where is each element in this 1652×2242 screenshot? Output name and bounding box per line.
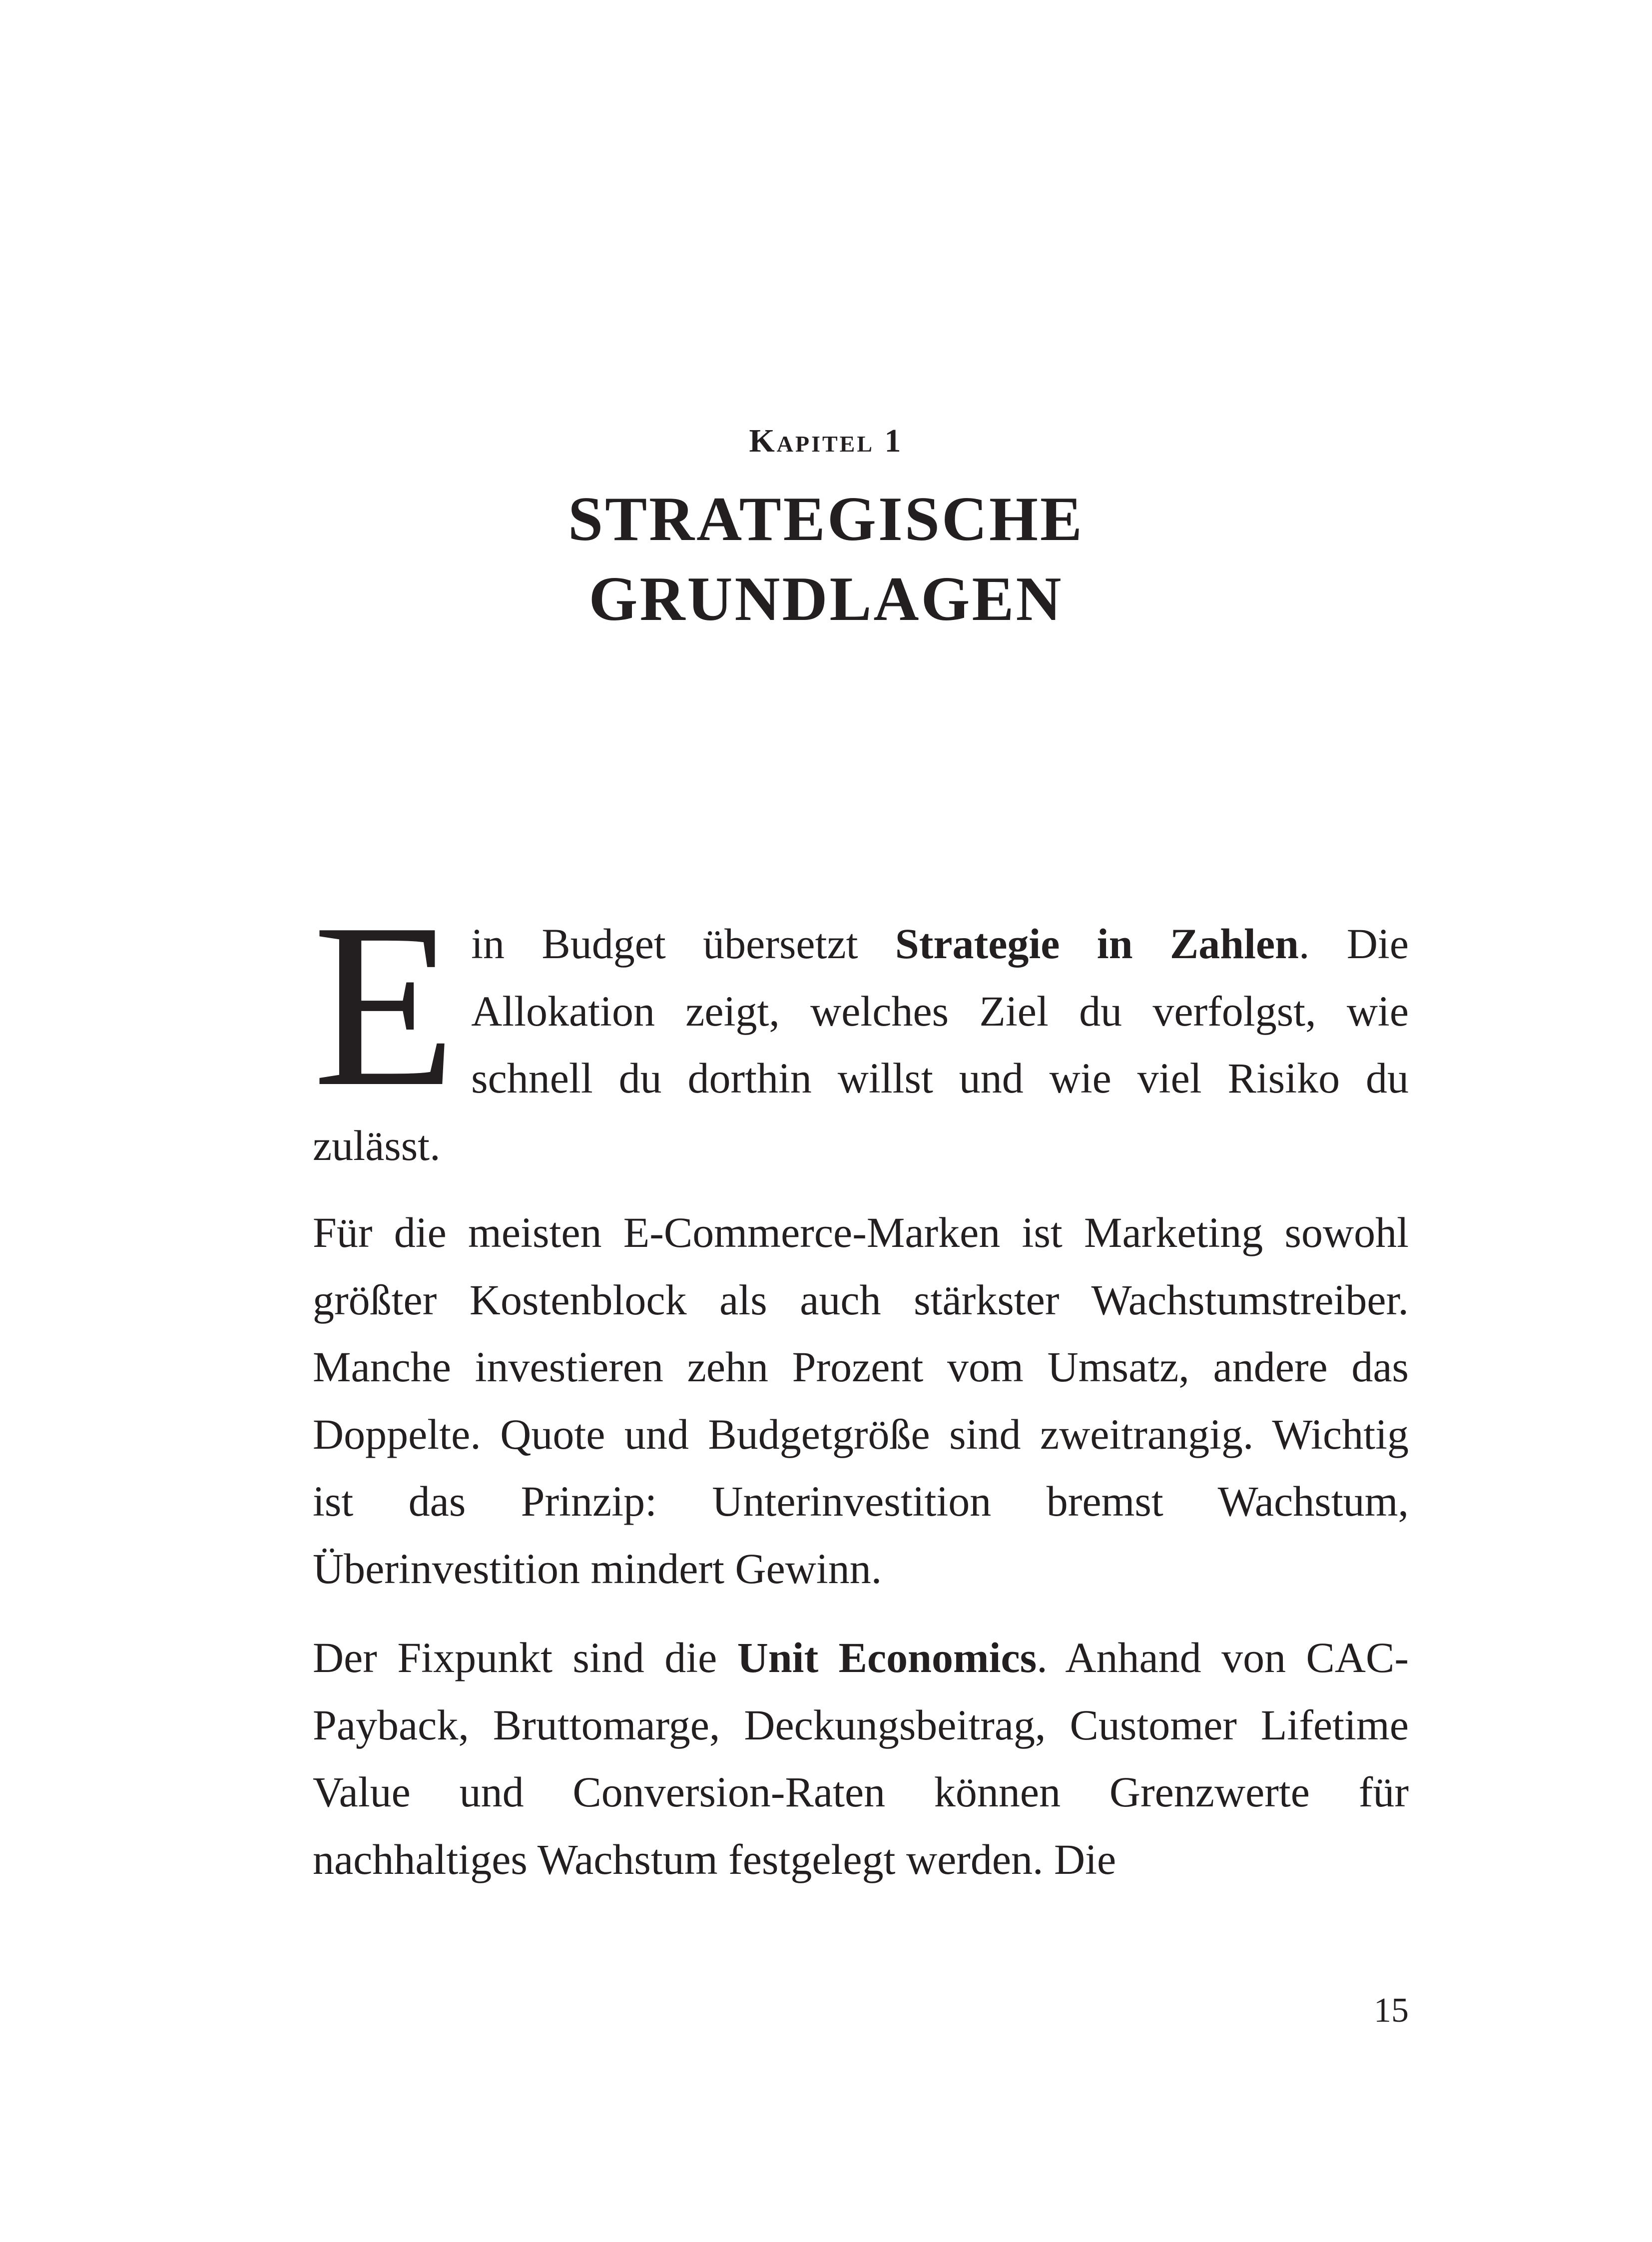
paragraph-1-text-a: in Budget übersetzt: [471, 920, 895, 968]
chapter-title-line-2: GRUNDLAGEN: [588, 564, 1064, 634]
paragraph-1: [313, 875, 1409, 1179]
page-number: 15: [1374, 1991, 1409, 2030]
paragraph-2: [313, 1199, 1409, 1602]
paragraph-2-text: Für die meisten E-Commerce-Marken ist Marketing sowohl größter Kostenblock als auch stärkster Wachstumstreiber. Manche investieren zehn Prozent vom Umsatz, andere das Doppelte. Quote und Budgetgröße sind zweitrangig. Wichtig ist das Prinzip: Unterinvestition bremst Wachstum, Überinvestition mindert Gewinn.: [313, 1208, 1409, 1593]
paragraph-3-text-b: . Anhand von CAC-Payback, Bruttomarge, Deckungsbeitrag, Customer Lifetime Value und Conversion-Raten können Grenzwerte für nachhaltiges Wachstum festgelegt werden. Die: [313, 1634, 1409, 1883]
chapter-title: [0, 480, 1652, 639]
paragraph-3-emphasis: Unit Economics: [737, 1634, 1037, 1682]
paragraph-3-text-a: Der Fixpunkt sind die: [313, 1634, 737, 1682]
drop-cap: E: [313, 875, 457, 1135]
paragraph-3: [313, 1624, 1409, 1893]
paragraph-1-text-b: . Die Allokation zeigt, welches Ziel du verfolgst, wie schnell du dorthin willst und wie viel Risiko du zulässt.: [313, 920, 1409, 1169]
paragraph-1-emphasis: Strategie in Zahlen: [895, 920, 1299, 968]
body-text: [313, 875, 1409, 1915]
chapter-label: Kapitel 1: [749, 423, 903, 459]
chapter-title-line-1: STRATEGISCHE: [568, 485, 1084, 554]
